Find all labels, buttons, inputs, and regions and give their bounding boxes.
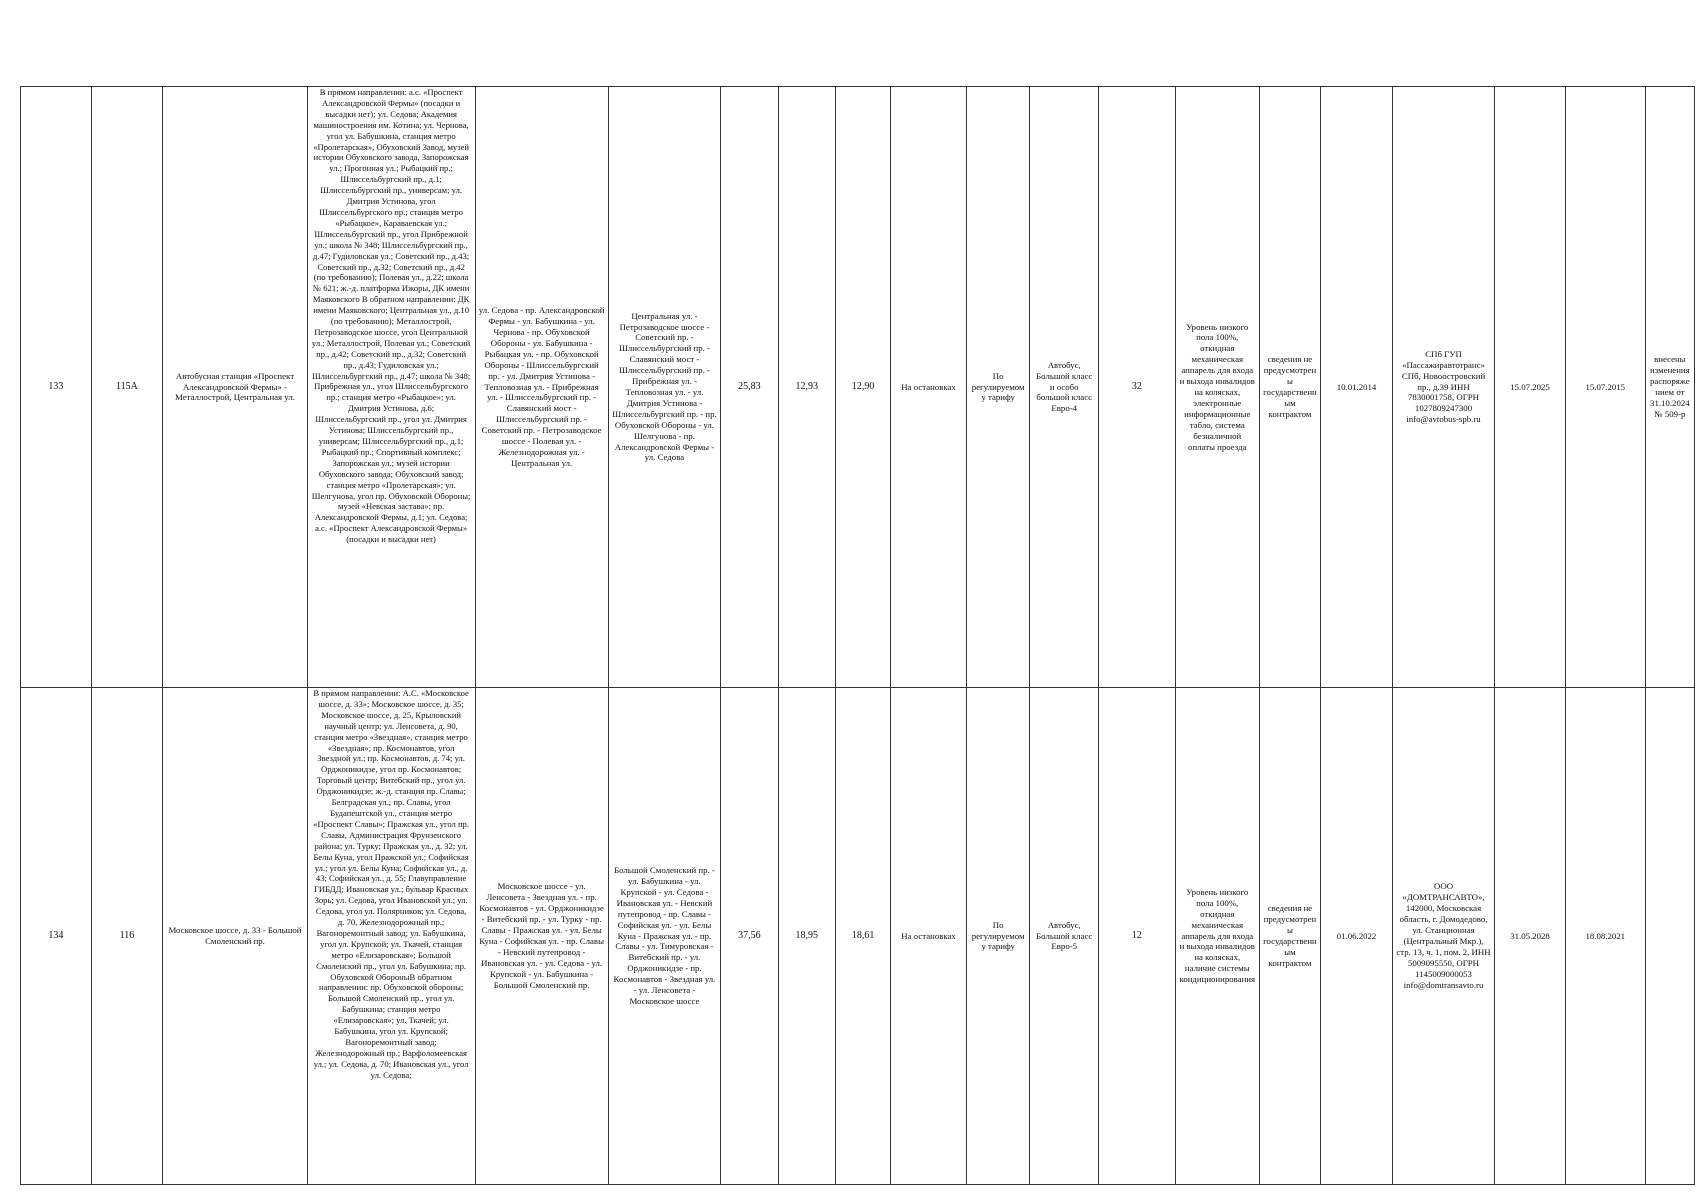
carrier-info: ООО «ДОМТРАНСАВТО», 142000, Московская область, г. Домодедово, ул. Станционная (Центральный Мкр.), стр. 13, ч. 1, пом. 2, ИНН 5009095550, ОГРН 1145009000053 info@domtransavto.ru [1392, 688, 1494, 1185]
route-number: 115А [91, 87, 163, 688]
start-date: 01.06.2022 [1321, 688, 1393, 1185]
streets-forward: ул. Седова - пр. Александровской Фермы - ул. Бабушкина - ул. Чернова - пр. Обуховской Обороны - ул. Бабушкина - Рыбацкая ул. - пр. Обуховской Обороны - Шлиссельбургский пр. - ул. Дмитрия Устинова - Тепловозная ул. - Прибрежная ул. - Шлиссельбургский пр. - Славянский мост - Шлиссельбургский пр. - Советский пр. - Петрозаводское шоссе - Полевая ул. - Железнодорожная ул. - Центральная ул. [475, 87, 608, 688]
change-note [1645, 688, 1694, 1185]
carrier-info: СПб ГУП «Пассажиравтотранс» СПб, Новоостровский пр., д.39 ИНН 7830001758, ОГРН 1027809247300 info@avtobus-spb.ru [1392, 87, 1494, 688]
stops-list: В прямом направлении: а.с. «Проспект Александровской Фермы» (посадки и высадки нет); ул. Седова; Академия машиностроения им. Котина; ул. Чернова, угол ул. Бабушкина, станция метро «Пролетарская», Обуховский Завод, музей истории Обуховского завода, Запорожская ул.; Прогонная ул.; Рыбацкий пр.; Шлиссельбургский пр., д.1; Шлиссельбургский пр., универсам; ул. Дмитрия Устинова, угол Шлиссельбургского пр.; станция метро «Рыбацкое», Караваевская ул.; Шлиссельбургский пр., угол Прибрежной ул.; школа № 348; Шлиссельбургский пр., д.47; Гудиловская ул.; Советский пр., д.43; Советский пр., д.32; Советский пр., д.42 (по требованию); Полевая ул., д.22; школа № 621; ж.-д. платформа Ижоры, ДК имени Маяковского В обратном направлении: ДК имени Маяковского; Центральная ул., д.10 (по требованию); Металлострой, Петрозаводское шоссе, угол Центральной ул.; Металлострой, Полевая ул.; Советский пр., д.42; Советский пр., д.32; Советский пр., д.43; Гудиловская ул.; Шлиссельбургский пр., д.47; школа № 348; Прибрежная ул., угол Шлиссельбургского пр.; станция метро «Рыбацкое»; ул. Дмитрия Устинова, д.6; Шлиссельбургский пр., угол ул. Дмитрия Устинова; Шлиссельбургский пр., универсам; Шлиссельбургский пр., д.1; Рыбацкий пр.; Спортивный комплекс; Запорожская ул.; музей истории Обуховского завода; Обуховский завод; станция метро «Пролетарская»; ул. Шелгунова, угол пр. Обуховской Обороны; музей «Невская застава»; пр. Александровской Фермы, д.1; ул. Седова; а.с. «Проспект Александровской Фермы» (посадки и высадки нет) [307, 87, 475, 688]
route-name: Московское шоссе, д. 33 - Большой Смоленский пр. [163, 688, 307, 1185]
vehicle-count: 32 [1099, 87, 1176, 688]
length-backward: 12,93 [778, 87, 835, 688]
row-number: 134 [21, 688, 92, 1185]
tariff-type: По регулируемому тарифу [966, 87, 1029, 688]
stop-order: На остановках [891, 87, 967, 688]
vehicle-equipment: Уровень низкого пола 100%, откидная механическая аппарель для входа и выхода инвалидов на колясках, электронные информационные табло, система безналичной оплаты проезда [1175, 87, 1259, 688]
tariff-type: По регулируемому тарифу [966, 688, 1029, 1185]
contract-info: сведения не предусмотрены государственным контрактом [1259, 87, 1320, 688]
streets-forward: Московское шоссе - ул. Ленсовета - Звездная ул. - пр. Космонавтов - ул. Орджоникидзе - Витебский пр. - ул. Турку - пр. Славы - Пражская ул. - ул. Белы Куна - Софийская ул. - пр. Славы - Невский путепровод - Ивановская ул. - ул. Седова - ул. Крупской - ул. Бабушкина - Большой Смоленский пр. [475, 688, 608, 1185]
registry-page [20, 86, 1695, 1185]
decision-date: 15.07.2015 [1565, 87, 1645, 688]
streets-backward: Центральная ул. - Петрозаводское шоссе - Советский пр. - Шлиссельбургский пр. - Славянский мост - Шлиссельбургский пр. - Прибрежная ул. - Тепловозная ул. - ул. Дмитрия Устинова - Шлиссельбургский пр. - пр. Обуховской Обороны - ул. Шелгунова - пр. Александровской Фермы - ул. Седова [608, 87, 721, 688]
length-forward: 37,56 [721, 688, 778, 1185]
contract-info: сведения не предусмотрены государственным контрактом [1259, 688, 1320, 1185]
streets-backward: Большой Смоленский пр. - ул. Бабушкина - ул. Крупской - ул. Седова - Ивановская ул. - Невский путепровод - пр. Славы - Софийская ул. - ул. Белы Куна - Пражская ул. - пр. Славы - ул. Тимуровская - Витебский пр. - ул. Орджоникидзе - пр. Космонавтов - Звездная ул. - ул. Ленсовета - Московское шоссе [608, 688, 721, 1185]
table-row [21, 688, 1695, 1185]
stops-list: В прямом направлении: А.С. «Московское шоссе, д. 33»; Московское шоссе, д. 35; Московское шоссе, д. 25, Крыловский научный центр; ул. Ленсовета, д. 90, станция метро «Звездная», станция метро «Звездная»; пр. Космонавтов, угол Звездной ул.; пр. Космонавтов, д. 74; ул. Орджоникидзе, угол пр. Космонавтов; Торговый центр; Витебский пр., угол ул. Орджоникидзе; ж.-д. станция пр. Славы; Белградская ул.; пр. Славы, угол Будапештской ул., станция метро «Проспект Славы»; Пражская ул., угол пр. Славы, Администрация Фрунзенского района; ул. Турку; Пражская ул., д. 32; ул. Белы Куна, угол Пражской ул.; Софийская ул.; угол ул. Белы Куна; Софийская ул., д. 43; Софийская ул., д. 55; Главуправление ГИБДД; Ивановская ул.; бульвар Красных Зорь; ул. Седова, угол Ивановской ул.; ул. Седова, угол ул. Полярников; ул. Седова, д. 70, Железнодорожный пр.; Вагоноремонтный завод; ул. Бабушкина, угол ул. Крупской; ул. Ткачей, станция метро «Елизаровская»; Большой Смоленский пр., угол ул. Бабушкина; пр. Обуховской ОбороныВ обратном направлении: пр. Обуховской обороны; Большой Смоленский пр., угол ул. Бабушкина; станция метро «Елизаровская»; ул. Ткачей; ул. Бабушкина, угол ул. Крупской; Вагоноремонтный завод; Железнодорожный пр.; Варфоломеевская ул.; ул. Седова, д. 70; Ивановская ул., угол ул. Седова; [307, 688, 475, 1185]
end-date: 15.07.2025 [1495, 87, 1566, 688]
vehicle-class: Автобус, Большой класс и особо большой класс Евро-4 [1030, 87, 1099, 688]
vehicle-equipment: Уровень низкого пола 100%, откидная механическая аппарель для входа и выхода инвалидов на колясках, наличие системы кондиционирования [1175, 688, 1259, 1185]
start-date: 10.01.2014 [1321, 87, 1393, 688]
vehicle-count: 12 [1099, 688, 1176, 1185]
length-backward: 18,95 [778, 688, 835, 1185]
decision-date: 18.08.2021 [1565, 688, 1645, 1185]
table-row [21, 87, 1695, 688]
change-note: внесены изменения распоряжением от 31.10.2024 № 509-р [1645, 87, 1694, 688]
length-total: 18,61 [835, 688, 890, 1185]
length-total: 12,90 [835, 87, 890, 688]
route-name: Автобусная станция «Проспект Александровской Фермы» - Металлострой, Центральная ул. [163, 87, 307, 688]
stop-order: На остановках [891, 688, 967, 1185]
route-registry-table [20, 86, 1695, 1185]
route-number: 116 [91, 688, 163, 1185]
end-date: 31.05.2028 [1495, 688, 1566, 1185]
row-number: 133 [21, 87, 92, 688]
vehicle-class: Автобус, Большой класс Евро-5 [1030, 688, 1099, 1185]
length-forward: 25,83 [721, 87, 778, 688]
